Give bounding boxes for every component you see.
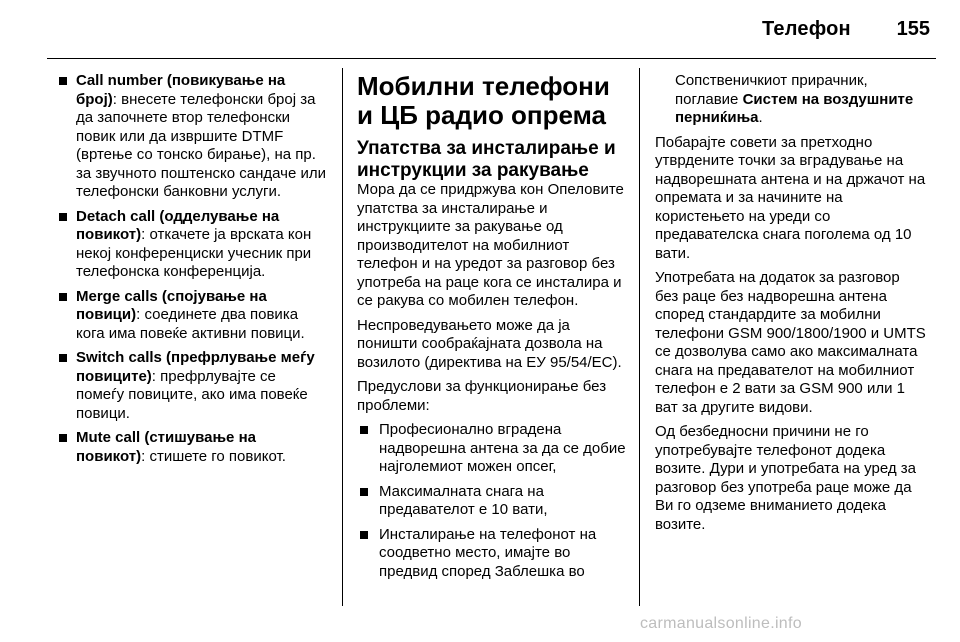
item-text: : внесете телефонски број за да започнете втор телефонски повик или да извршите DTMF (вртење со тонско бирање), на пр. за звучното поштенско сандаче или телефонски банковни услуги.	[76, 90, 327, 200]
item-text: Максималната снага на предавателот е 10 вати,	[379, 482, 548, 518]
item-term: Merge calls (спојување на повици)	[76, 287, 267, 323]
bullet-icon	[59, 293, 67, 301]
bullet-icon	[360, 488, 368, 496]
item-text: Инсталирање на телефонот на соодветно место, имајте во предвид според Заблешка во	[379, 525, 597, 580]
paragraph: Мора да се придржува кон Опеловите упатства за инсталирање и инструкциите за ракување од производителот на мобилниот телефон и на уредот за разговор без употреба на раце кога се инсталира и се ракува со мобилен телефон.	[357, 181, 624, 309]
watermark: carmanualsonline.info	[640, 615, 802, 632]
list-item	[359, 526, 627, 582]
list-item	[359, 421, 627, 477]
paragraph: Предуслови за функционирање без проблеми:	[357, 378, 607, 414]
list-item	[58, 349, 328, 423]
item-text: Професионално вградена надворешна антена за да се добие најголемиот можен опсег,	[379, 421, 626, 475]
page-number: 155	[896, 18, 930, 40]
column-1	[58, 72, 328, 472]
column-divider-2	[639, 68, 640, 606]
cross-reference-link[interactable]: Систем на воздушните перниќиња	[675, 90, 914, 126]
list-item	[58, 208, 328, 282]
bullet-icon	[59, 434, 67, 442]
item-text: : соединете два повика кога има повеќе активни повици.	[76, 306, 305, 342]
column-divider-1	[342, 68, 343, 606]
subsection-heading: Упатства за инсталирање и инструкции за ракување	[357, 138, 616, 181]
header-divider	[47, 58, 936, 59]
bullet-icon	[59, 213, 67, 221]
item-term: Detach call (одделување на повикот)	[76, 207, 280, 243]
item-term: Mute call (стишување на повикот)	[76, 429, 256, 465]
list-item	[58, 429, 328, 466]
list-item	[58, 288, 328, 344]
bullet-icon	[59, 354, 67, 362]
list-item	[359, 483, 627, 520]
bullet-icon	[360, 426, 368, 434]
item-term: Switch calls (префрлување меѓу повиците)	[76, 349, 315, 385]
item-text: : откачете ја врската кон некој конференциски учесник при телефонска конференција.	[76, 226, 312, 280]
column-2	[357, 72, 627, 587]
page-title: Телефон	[762, 18, 851, 40]
paragraph-end: .	[758, 109, 763, 126]
bullet-icon	[360, 531, 368, 539]
paragraph: Од безбедносни причини не го употребувајте телефонот додека возите. Дури и употребата на уред за разговор без употреба раце може да Ви го одземе вниманието додека возите.	[655, 423, 916, 533]
bullet-icon	[59, 77, 67, 85]
section-heading: Мобилни телефони и ЦБ радио опрема	[357, 71, 610, 130]
paragraph: Неспроведувањето може да ја поништи сообраќајната дозвола на возилото (директива на ЕУ 95/54/EC).	[357, 316, 622, 371]
list-item	[58, 72, 328, 202]
paragraph: Побарајте совети за претходно утврдените точки за вградување на надворешната антена и на држачот на опремата и за начините на користењето на уреди со предавателска снага поголема од 10 вати.	[655, 133, 926, 262]
item-term: Call number (повикување на број)	[76, 72, 286, 108]
paragraph: Употребата на додаток за разговор без раце без надворешна антена според стандардите за мобилни телефони GSM 900/1800/1900 и UMTS се дозволува само ако максималната снага на предавателот на мобилниот телефон е 2 вати за GSM 900 или 1 ват за другите видови.	[655, 269, 926, 416]
paragraph	[655, 72, 927, 128]
item-text: : префрлувајте се помеѓу повиците, ако има повеќе повици.	[76, 367, 308, 422]
item-text: : стишете го повикот.	[141, 447, 286, 465]
column-3	[655, 72, 927, 540]
paragraph-text: Сопственичкиот прирачник, поглавие	[675, 72, 868, 108]
